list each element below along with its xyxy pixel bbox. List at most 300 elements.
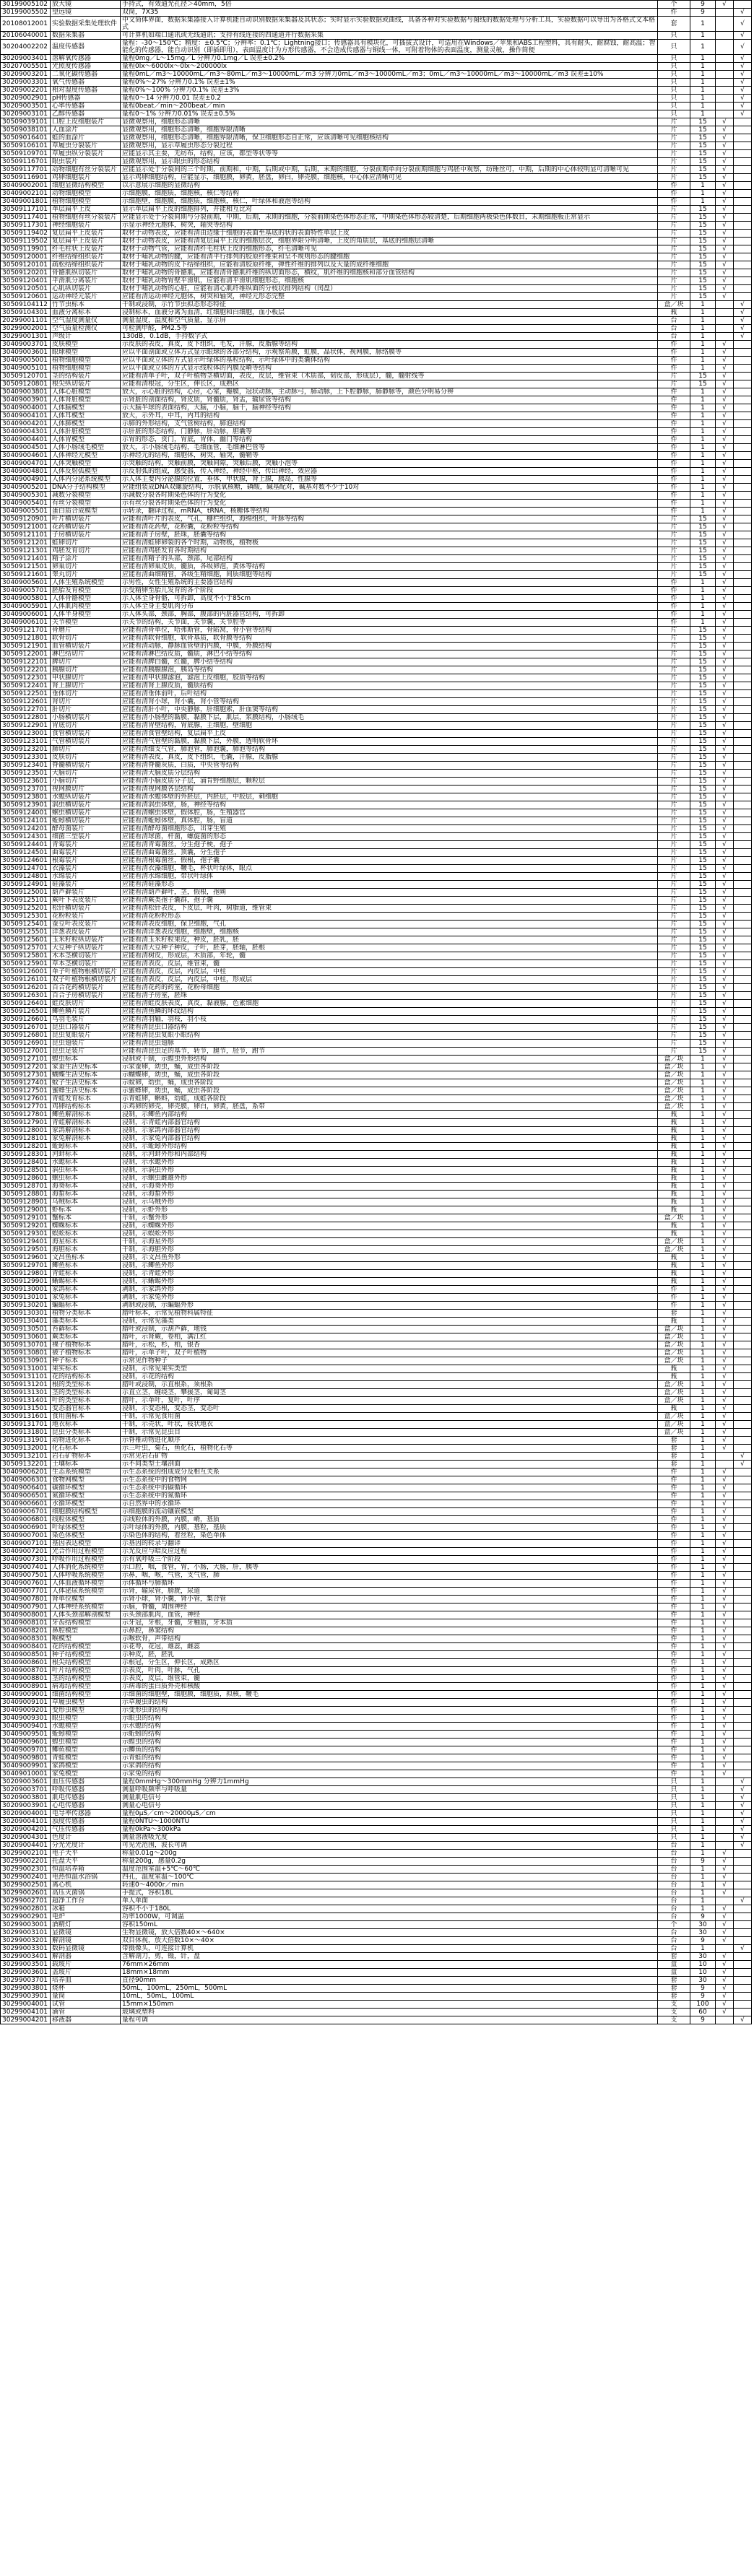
item-unit: 瓶 (658, 1365, 690, 1373)
item-optional-mark (734, 841, 752, 849)
item-quantity: 1 (690, 182, 716, 190)
table-row (1, 182, 752, 190)
item-code: 30509124601 (1, 857, 51, 865)
item-unit: 片 (658, 150, 690, 158)
item-basic-mark: √ (716, 778, 734, 786)
item-unit: 套 (658, 1461, 690, 1468)
table-row (1, 1492, 752, 1500)
item-unit: 件 (658, 1588, 690, 1596)
item-basic-mark: √ (716, 1969, 734, 1977)
item-name: 甲状腺切片 (51, 674, 121, 682)
item-spec: 含解剖刀，剪，镊，针，盘 (121, 1953, 658, 1961)
item-spec: 应能看清胃壁结构，胃底腺，主细胞，壁细胞 (121, 722, 658, 730)
item-spec: 应能看清垂体前叶，后叶结构 (121, 690, 658, 698)
item-name: 蛙卵切片 (51, 539, 121, 547)
item-optional-mark (734, 754, 752, 762)
item-optional-mark (734, 730, 752, 738)
item-name: 叶片结构模型 (51, 1667, 121, 1675)
item-optional-mark (734, 587, 752, 595)
item-spec: 可见光范围，波长可调 (121, 1842, 658, 1850)
item-unit: 片 (658, 762, 690, 770)
item-name: 水螅纵切装片 (51, 793, 121, 801)
item-unit: 只 (658, 71, 690, 79)
item-optional-mark (734, 1349, 752, 1357)
item-name: 实验数据采集处理软件 (51, 17, 121, 32)
item-unit: 台 (658, 1850, 690, 1858)
item-quantity: 1 (690, 1850, 716, 1858)
item-spec: 示生态系统中的食物网 (121, 1476, 658, 1484)
table-row (1, 1453, 752, 1461)
item-basic-mark: √ (716, 1619, 734, 1627)
item-basic-mark: √ (716, 1151, 734, 1159)
table-row (1, 730, 752, 738)
item-optional-mark: √ (734, 317, 752, 325)
item-code: 30509131801 (1, 1429, 51, 1437)
item-basic-mark: √ (716, 230, 734, 238)
table-row (1, 1349, 752, 1357)
item-unit: 片 (658, 825, 690, 833)
table-row (1, 1683, 752, 1691)
item-basic-mark: √ (716, 174, 734, 182)
item-spec: 浸制，示花的结构 (121, 1373, 658, 1381)
item-spec: 应能显示其主要，无纺布，结构，应该，都型等状等等 (121, 150, 658, 158)
table-row (1, 1373, 752, 1381)
item-name: 蚯蚓横切装片 (51, 817, 121, 825)
item-name: 减数分裂模型 (51, 492, 121, 500)
item-basic-mark: √ (716, 754, 734, 762)
item-quantity: 1 (690, 1739, 716, 1746)
item-name: 草本茎横切装片 (51, 960, 121, 968)
item-optional-mark (734, 873, 752, 881)
item-code: 30509104301 (1, 309, 51, 317)
item-unit: 片 (658, 905, 690, 913)
item-quantity: 1 (690, 579, 716, 587)
item-spec: 示细胞膜，细胞质，细胞核，核仁等结构 (121, 190, 658, 198)
item-optional-mark (734, 388, 752, 396)
item-code: 30299002001 (1, 325, 51, 333)
item-name: 茎的结构模型 (51, 1675, 121, 1683)
item-spec: 应能看清蛔虫体壁，假体腔，肠，生殖器官 (121, 809, 658, 817)
item-name: 放大镜 (51, 1, 121, 9)
item-unit: 件 (658, 1500, 690, 1508)
table-row (1, 1746, 752, 1754)
item-spec: 示直立茎，缠绕茎，攀援茎，匍匐茎 (121, 1389, 658, 1397)
item-name: 大豆种子纵切装片 (51, 944, 121, 952)
item-unit: 片 (658, 126, 690, 134)
item-quantity: 1 (690, 17, 716, 32)
item-spec: 浸制，示海蜇外形 (121, 1191, 658, 1198)
item-unit: 件 (658, 1596, 690, 1604)
item-basic-mark: √ (716, 198, 734, 206)
item-code: 30199005102 (1, 1, 51, 9)
item-quantity: 1 (690, 1635, 716, 1643)
item-quantity: 1 (690, 1103, 716, 1111)
item-code: 30409004501 (1, 444, 51, 452)
item-optional-mark (734, 492, 752, 500)
item-spec: 功率1000W，可调温 (121, 1913, 658, 1921)
item-code: 30409006001 (1, 611, 51, 619)
item-optional-mark (734, 595, 752, 603)
table-row (1, 373, 752, 380)
table-row (1, 1850, 752, 1858)
item-spec: 量程0lx～6000lx～0lx～200000lx (121, 63, 658, 71)
item-basic-mark: √ (716, 817, 734, 825)
item-code: 30509116901 (1, 174, 51, 182)
item-code: 30299002801 (1, 1905, 51, 1913)
item-unit: 套 (658, 1953, 690, 1961)
item-basic-mark: √ (716, 984, 734, 992)
item-unit: 件 (658, 365, 690, 373)
item-unit: 支 (658, 2009, 690, 2016)
item-basic-mark: √ (716, 1516, 734, 1524)
item-spec: 应能看清水螅体壁的外胚层，内胚层，中胶层，刺细胞 (121, 793, 658, 801)
item-name: 烧杯 (51, 1985, 121, 1993)
item-name: 涡虫标本 (51, 1167, 121, 1175)
item-basic-mark: √ (716, 873, 734, 881)
table-row (1, 103, 752, 110)
item-basic-mark: √ (716, 1993, 734, 2001)
item-quantity: 1 (690, 1889, 716, 1897)
item-basic-mark (716, 1453, 734, 1461)
item-basic-mark (716, 1945, 734, 1953)
item-optional-mark (734, 1389, 752, 1397)
item-spec: 示染色体的结构，着丝粒，染色单体 (121, 1532, 658, 1540)
item-spec: 示青蛙的结构 (121, 1754, 658, 1762)
item-name: 子房横切装片 (51, 531, 121, 539)
item-name: 酒精灯 (51, 1921, 121, 1929)
item-optional-mark (734, 650, 752, 658)
item-code: 30509126701 (1, 1024, 51, 1032)
item-quantity: 1 (690, 1421, 716, 1429)
item-spec: 取材于动物气管，应能看清纤毛柱状上皮的细胞形态，纤毛清晰可见 (121, 245, 658, 253)
item-quantity: 1 (690, 1659, 716, 1667)
table-row (1, 214, 752, 222)
table-row (1, 1532, 752, 1540)
item-basic-mark: √ (716, 206, 734, 214)
item-spec: 应能看清小脑皮质分子层，浦肯野细胞层，颗粒层 (121, 778, 658, 786)
item-unit: 瓶 (658, 1206, 690, 1214)
item-basic-mark: √ (716, 1524, 734, 1532)
item-basic-mark: √ (716, 833, 734, 841)
item-unit: 台 (658, 1897, 690, 1905)
item-unit: 片 (658, 976, 690, 984)
item-unit: 只 (658, 95, 690, 103)
item-name: 昆虫足装片 (51, 1048, 121, 1056)
item-optional-mark (734, 396, 752, 404)
item-quantity: 1 (690, 1405, 716, 1413)
item-basic-mark: √ (716, 1556, 734, 1564)
item-spec: 显微观察用，细胞形态清晰，细胞界限清晰，保卫细胞形态自正常，应该清晰可见细胞核结构 (121, 134, 658, 142)
item-name: 脊髓横切装片 (51, 762, 121, 770)
table-row (1, 1461, 752, 1468)
item-basic-mark (716, 79, 734, 87)
item-name: 裸子植物标本 (51, 1341, 121, 1349)
item-spec: 应能看清衣藻细胞，鞭毛，杯状叶绿体，眼点 (121, 865, 658, 873)
item-basic-mark: √ (716, 1127, 734, 1135)
item-quantity: 1 (690, 1619, 716, 1627)
table-row (1, 110, 752, 118)
item-name: 蝗虫标本 (51, 1056, 121, 1063)
item-unit: 个 (658, 1, 690, 9)
item-code: 30409009701 (1, 1746, 51, 1754)
item-basic-mark: √ (716, 1651, 734, 1659)
item-spec: 应能看清叶片的表皮，气孔，栅栏组织，海绵组织，叶脉等结构 (121, 515, 658, 523)
item-unit: 片 (658, 214, 690, 222)
item-optional-mark (734, 1468, 752, 1476)
item-optional-mark (734, 1524, 752, 1532)
item-code: 30509128501 (1, 1167, 51, 1175)
item-quantity: 1 (690, 420, 716, 428)
item-name: 昆虫复眼装片 (51, 1032, 121, 1040)
table-row (1, 1508, 752, 1516)
item-name: 人体内分泌系统模型 (51, 476, 121, 484)
item-name: 蝗虫模型 (51, 1739, 121, 1746)
table-row (1, 1468, 752, 1476)
item-spec: 取材于哺乳动物的腱，应能看清平行排列的胶原纤维束和呈不规则形态的腱细胞 (121, 253, 658, 261)
item-code: 30509123401 (1, 762, 51, 770)
table-row (1, 1596, 752, 1604)
item-quantity: 15 (690, 1008, 716, 1016)
item-optional-mark (734, 1318, 752, 1326)
item-unit: 个 (658, 1921, 690, 1929)
item-basic-mark: √ (716, 508, 734, 515)
item-basic-mark: √ (716, 1294, 734, 1302)
item-optional-mark (734, 1175, 752, 1183)
item-basic-mark (716, 1810, 734, 1818)
table-row (1, 1993, 752, 2001)
item-basic-mark: √ (716, 484, 734, 492)
table-row (1, 1802, 752, 1810)
item-spec: 示鲫鱼的结构 (121, 1746, 658, 1754)
table-row (1, 1635, 752, 1643)
item-quantity: 1 (690, 1294, 716, 1302)
item-spec: 应能看清软骨细胞，软骨基质，软骨膜等结构 (121, 635, 658, 643)
item-name: 昆虫分类标本 (51, 1429, 121, 1437)
item-code: 30509131201 (1, 1381, 51, 1389)
item-unit: 只 (658, 1778, 690, 1786)
item-spec: 应能看清脊髓灰质，白质，中央管等结构 (121, 762, 658, 770)
item-quantity: 15 (690, 206, 716, 214)
item-basic-mark: √ (716, 1349, 734, 1357)
item-name: 培养皿 (51, 1977, 121, 1985)
item-spec: 示口腔，咽，食管，胃，小肠，大肠，肝，胰等 (121, 1564, 658, 1572)
item-name: 望远镜 (51, 9, 121, 17)
item-optional-mark: √ (734, 1842, 752, 1850)
item-basic-mark: √ (716, 1135, 734, 1143)
item-unit: 盒／块 (658, 1381, 690, 1389)
item-unit: 台 (658, 317, 690, 325)
item-name: 量筒 (51, 1993, 121, 2001)
item-spec: 腊叶，示肾蕨，卷柏，满江红 (121, 1333, 658, 1341)
item-name: 电热恒温水浴锅 (51, 1874, 121, 1881)
item-basic-mark (716, 1802, 734, 1810)
item-name: 动物细胞模型 (51, 190, 121, 198)
item-code: 30509129001 (1, 1206, 51, 1214)
item-name: 蚊子生活史标本 (51, 1079, 121, 1087)
item-unit: 片 (658, 1048, 690, 1056)
item-spec: 示光反应与暗反应过程 (121, 1548, 658, 1556)
item-name: 病毒结构模型 (51, 1683, 121, 1691)
item-name: 青蛙发育标本 (51, 1095, 121, 1103)
item-name: 恒温培养箱 (51, 1866, 121, 1874)
item-spec: 示蝴蝶卵，幼虫，蛹，成虫各阶段 (121, 1071, 658, 1079)
table-row (1, 1572, 752, 1580)
item-optional-mark (734, 984, 752, 992)
table-row (1, 444, 752, 452)
table-row (1, 1135, 752, 1143)
item-optional-mark: √ (734, 2016, 752, 2024)
item-quantity: 1 (690, 1087, 716, 1095)
table-row (1, 857, 752, 865)
item-basic-mark: √ (716, 523, 734, 531)
item-code: 30299003901 (1, 1993, 51, 2001)
item-quantity: 1 (690, 619, 716, 627)
item-optional-mark (734, 801, 752, 809)
item-unit: 片 (658, 889, 690, 897)
item-unit: 件 (658, 611, 690, 619)
item-spec: 应能看清肾上腺皮质，髓质结构 (121, 682, 658, 690)
item-optional-mark (734, 1302, 752, 1310)
item-code: 30509121401 (1, 555, 51, 563)
item-quantity: 9 (690, 1937, 716, 1945)
item-unit: 台 (658, 1858, 690, 1866)
item-spec: 双筒，7X35 (121, 9, 658, 17)
item-quantity: 1 (690, 55, 716, 63)
item-optional-mark: √ (734, 1453, 752, 1461)
table-row (1, 1206, 752, 1214)
item-unit: 盒／块 (658, 1389, 690, 1397)
item-unit: 件 (658, 1508, 690, 1516)
item-spec: 容积不小于180L (121, 1905, 658, 1913)
item-optional-mark (734, 1492, 752, 1500)
item-code: 30409007401 (1, 1564, 51, 1572)
item-unit: 瓶 (658, 1270, 690, 1278)
item-basic-mark: √ (716, 166, 734, 174)
item-optional-mark (734, 230, 752, 238)
item-unit: 片 (658, 555, 690, 563)
item-optional-mark (734, 817, 752, 825)
item-spec: 应能看清曲霉菌丝，顶囊，分生孢子 (121, 849, 658, 857)
item-code: 30509117301 (1, 222, 51, 230)
item-name: 超净工作台 (51, 1897, 121, 1905)
item-code: 30209002201 (1, 87, 51, 95)
item-basic-mark: √ (716, 1492, 734, 1500)
item-code: 30509120801 (1, 380, 51, 388)
item-optional-mark (734, 428, 752, 436)
item-optional-mark (734, 206, 752, 214)
item-spec: 量程0mg／L～15mg／L 分辨力0.1mg／L 误差±0.2% (121, 55, 658, 63)
item-code: 30409008901 (1, 1683, 51, 1691)
item-optional-mark (734, 1762, 752, 1770)
item-spec: 测量溶液吸光度 (121, 1834, 658, 1842)
item-optional-mark (734, 222, 752, 230)
table-row (1, 611, 752, 619)
item-quantity: 15 (690, 285, 716, 293)
item-unit: 件 (658, 1739, 690, 1746)
item-spec: 示线粒体的外膜，内膜，嵴，基质 (121, 1516, 658, 1524)
item-basic-mark (716, 1461, 734, 1468)
item-code: 30299002401 (1, 1874, 51, 1881)
item-quantity: 1 (690, 1143, 716, 1151)
item-code: 30509125001 (1, 889, 51, 897)
item-code: 30509122101 (1, 658, 51, 666)
table-row (1, 309, 752, 317)
item-quantity: 1 (690, 1492, 716, 1500)
item-code: 30299002101 (1, 1850, 51, 1858)
table-row (1, 1008, 752, 1016)
item-spec: 示蝗虫的结构 (121, 1739, 658, 1746)
item-quantity: 1 (690, 1159, 716, 1167)
item-code: 30509121801 (1, 635, 51, 643)
item-code: 30509128601 (1, 1175, 51, 1183)
item-unit: 盒 (658, 1969, 690, 1977)
item-basic-mark: √ (716, 1016, 734, 1024)
item-name: 蛙的血涂片 (51, 134, 121, 142)
table-row (1, 555, 752, 563)
item-quantity: 15 (690, 801, 716, 809)
item-spec: 应能看清洋葱表皮细胞，细胞壁，细胞核 (121, 928, 658, 936)
item-optional-mark (734, 2001, 752, 2009)
table-row (1, 690, 752, 698)
item-name: 草履虫模型 (51, 1699, 121, 1707)
item-unit: 件 (658, 9, 690, 17)
item-unit: 件 (658, 1286, 690, 1294)
item-unit: 片 (658, 984, 690, 992)
item-optional-mark (734, 944, 752, 952)
item-unit: 台 (658, 333, 690, 341)
item-unit: 片 (658, 206, 690, 214)
item-quantity: 15 (690, 666, 716, 674)
item-basic-mark: √ (716, 786, 734, 793)
item-name: 乌贼标本 (51, 1198, 121, 1206)
item-unit: 瓶 (658, 1111, 690, 1119)
item-spec: 示家鸽的结构 (121, 1762, 658, 1770)
item-quantity: 1 (690, 1270, 716, 1278)
item-unit: 瓶 (658, 1405, 690, 1413)
item-name: 溶解氧传感器 (51, 55, 121, 63)
item-optional-mark (734, 166, 752, 174)
item-spec: 示草履虫的结构 (121, 1699, 658, 1707)
item-spec: 示蚊卵，幼虫，蛹，成虫各阶段 (121, 1079, 658, 1087)
table-row (1, 87, 752, 95)
item-name: 叶绿体模型 (51, 1524, 121, 1532)
item-basic-mark: √ (716, 1310, 734, 1318)
item-spec: 应能看清曲细精管，各级生精细胞，间质细胞等结构 (121, 571, 658, 579)
item-code: 30509120501 (1, 285, 51, 293)
item-spec: 手提式，容积18L (121, 1889, 658, 1897)
item-code: 30509131901 (1, 1437, 51, 1445)
item-name: 单层扁平上皮 (51, 206, 121, 214)
item-basic-mark: √ (716, 905, 734, 913)
item-code: 30509129401 (1, 1238, 51, 1246)
item-optional-mark (734, 539, 752, 547)
item-spec: 示鼻，咽，喉，气管，支气管，肺 (121, 1572, 658, 1580)
table-row (1, 1222, 752, 1230)
item-quantity: 1 (690, 484, 716, 492)
item-quantity: 15 (690, 174, 716, 182)
item-spec: 应能看清脾白髓，红髓，脾小结等结构 (121, 658, 658, 666)
item-optional-mark (734, 1079, 752, 1087)
item-spec: 浸制标本，血液分离为血清，红细胞和白细胞，血小板层 (121, 309, 658, 317)
item-basic-mark: √ (716, 1326, 734, 1333)
item-name: 家兔标本 (51, 1294, 121, 1302)
item-spec: 示细胞膜的流动镶嵌模型 (121, 1508, 658, 1516)
item-code: 30509126501 (1, 1008, 51, 1016)
item-code: 30509129201 (1, 1222, 51, 1230)
item-unit: 片 (658, 1016, 690, 1024)
item-spec: 76mm×26mm (121, 1961, 658, 1969)
item-name: 声级计 (51, 333, 121, 341)
